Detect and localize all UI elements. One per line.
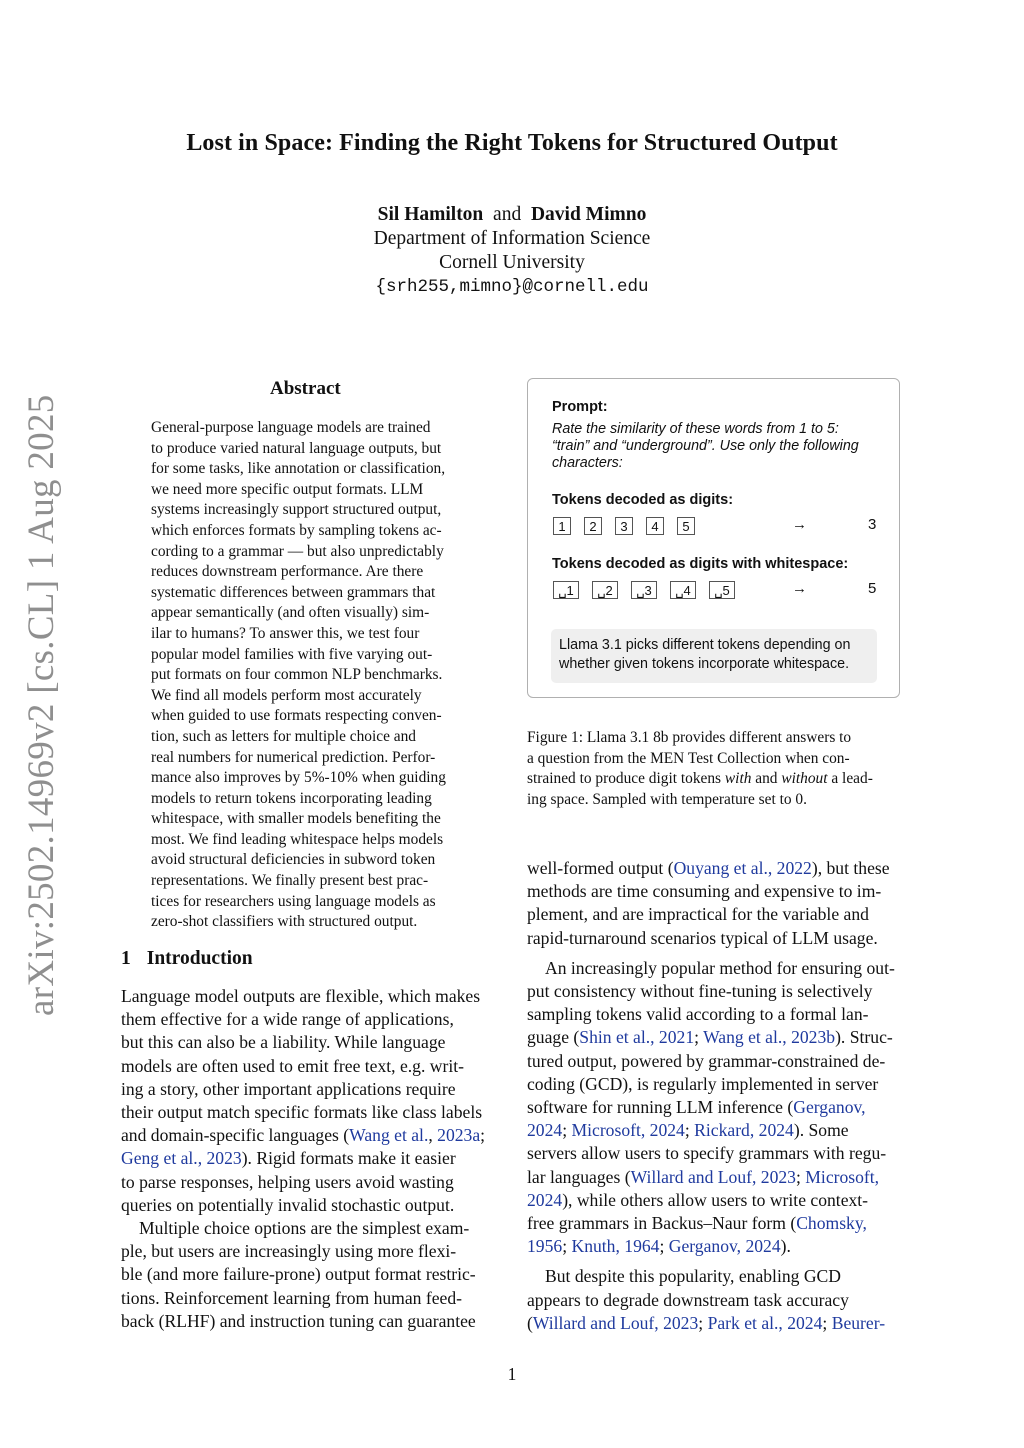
text-line [527, 1312, 907, 1335]
citation-link[interactable]: Knuth, 1964 [571, 1236, 660, 1257]
department: Department of Information Science [373, 228, 651, 249]
abstract-line: zero-shot classifiers with structured output. [151, 913, 418, 931]
abstract-line: tion, such as letters for multiple choice and [151, 727, 416, 745]
citation-link[interactable]: Willard and Louf, 2023 [532, 1312, 699, 1333]
text-span: ). Rigid formats make it easier [241, 1148, 456, 1169]
abstract-line: appear semantically (and often visually) sim- [151, 604, 430, 622]
text-line: models are often used to emit free text, e.g. writ- [121, 1055, 464, 1076]
paper-title: Lost in Space: Finding the Right Tokens for Structured Output [186, 130, 838, 156]
digit-token: 5 [677, 517, 695, 535]
text-span: , [428, 1125, 438, 1146]
author-block [0, 203, 1024, 299]
digit-token: 3 [615, 517, 633, 535]
abstract-line: whitespace, with smaller models benefiting the [151, 810, 441, 828]
note-line: Llama 3.1 picks different tokens depending on [559, 637, 851, 653]
citation-link[interactable]: Wang et al. [349, 1125, 429, 1146]
text-line: ple, but users are increasingly using more flexi- [121, 1241, 457, 1262]
text-line [121, 1147, 501, 1170]
figure-caption [527, 728, 907, 811]
abstract-line: real numbers for numerical prediction. Perfor- [151, 748, 436, 766]
text-line [527, 1189, 907, 1212]
abstract-line: put formats on four common NLP benchmarks. [151, 666, 443, 684]
abstract-line: General-purpose language models are trained [151, 419, 431, 436]
text-span: and domain-specific languages ( [121, 1125, 350, 1146]
arxiv-identifier[interactable]: arXiv:2502.14969v2 [cs.CL] 1 Aug 2025 [21, 394, 62, 1016]
section-heading [121, 948, 253, 970]
text-line: put consistency without fine-tuning is selectively [527, 981, 873, 1002]
figure-note [551, 629, 877, 683]
text-line [527, 857, 907, 880]
text-span: ; [795, 1166, 806, 1187]
abstract-body [151, 418, 471, 933]
abstract-heading: Abstract [270, 378, 341, 399]
whitespace-digit-token: ␣2 [592, 581, 618, 599]
right-column [527, 857, 907, 1335]
whitespace-answer: 5 [868, 580, 877, 597]
text-line [527, 1096, 907, 1119]
text-span: strained to produce digit tokens [527, 770, 725, 788]
text-span: and [751, 770, 782, 788]
text-span: ; [480, 1125, 486, 1146]
whitespace-digits-label: Tokens decoded as digits with whitespace: [552, 556, 849, 572]
text-line: servers allow users to specify grammars with regu- [527, 1143, 887, 1164]
prompt-line: “train” and “underground”. Use only the following [552, 438, 859, 454]
citation-link[interactable]: Rickard, 2024 [694, 1120, 794, 1141]
abstract-line: tices for researchers using language models as [151, 892, 436, 910]
text-span: ). [780, 1236, 791, 1257]
citation-link[interactable]: Microsoft, [805, 1166, 880, 1187]
text-line: rapid-turnaround scenarios typical of LLM usage. [527, 927, 878, 948]
paragraph-gap [527, 950, 907, 957]
abstract-line: cording to a grammar — but also unpredictably [151, 542, 444, 560]
citation-link[interactable]: Beurer- [831, 1312, 886, 1333]
text-line: sampling tokens valid according to a formal lan- [527, 1004, 869, 1025]
caption-line: Figure 1: Llama 3.1 8b provides different answers to [527, 729, 852, 746]
citation-link[interactable]: Park et al., 2024 [707, 1312, 823, 1333]
text-span: ). Some [793, 1120, 849, 1141]
text-span: a lead- [827, 770, 873, 788]
digit-token: 2 [584, 517, 602, 535]
abstract-line: which enforces formats by sampling tokens ac- [151, 521, 442, 539]
abstract-line: when guided to use formats respecting conven- [151, 707, 442, 725]
text-line [527, 1235, 907, 1258]
text-span: ; [694, 1027, 704, 1048]
note-line: whether given tokens incorporate whitespace. [559, 655, 850, 672]
text-span: software for running LLM inference ( [527, 1097, 794, 1118]
abstract-line: systems increasingly support structured output, [151, 501, 442, 519]
text-line [527, 1166, 907, 1189]
text-span: ), but these [811, 858, 890, 878]
text-line: Language model outputs are flexible, which makes [121, 986, 481, 1006]
text-line: ing a story, other important applications require [121, 1078, 456, 1099]
text-line: tured output, powered by grammar-constrained de- [527, 1050, 886, 1071]
page-number: 1 [507, 1364, 517, 1384]
citation-link[interactable]: Gerganov, 2024 [668, 1236, 781, 1257]
citation-link[interactable]: Shin et al., 2021 [579, 1027, 695, 1048]
prompt-line: characters: [552, 455, 623, 471]
abstract-line: avoid structural deficiencies in subword token [151, 851, 436, 869]
paragraph-gap [527, 1258, 907, 1265]
citation-link[interactable]: 1956 [527, 1236, 563, 1257]
prompt-text [552, 421, 859, 472]
abstract-line: most. We find leading whitespace helps models [151, 830, 444, 848]
text-line [527, 1119, 907, 1142]
text-line: tions. Reinforcement learning from human feed- [121, 1287, 463, 1308]
text-span: without [781, 770, 828, 788]
text-line: But despite this popularity, enabling GCD [545, 1266, 841, 1287]
text-span: free grammars in Backus–Naur form ( [527, 1213, 797, 1234]
author-and: and [493, 204, 522, 225]
whitespace-digit-token: ␣4 [670, 581, 696, 599]
digits-answer: 3 [868, 516, 877, 533]
text-span: with [724, 770, 752, 788]
digits-label: Tokens decoded as digits: [552, 492, 734, 508]
caption-line [527, 769, 907, 790]
text-span: ; [822, 1312, 832, 1333]
arrow-icon: → [792, 580, 807, 597]
whitespace-digit-token: ␣5 [709, 581, 735, 599]
arrow-icon: → [792, 516, 807, 533]
abstract-line: for some tasks, like annotation or classification, [151, 460, 446, 478]
section-title: Introduction [146, 948, 253, 969]
text-span: ; [698, 1312, 708, 1333]
author-name: Sil Hamilton [377, 204, 484, 225]
text-line: plement, and are impractical for the variable and [527, 904, 869, 925]
author-name: David Mimno [530, 204, 647, 225]
text-span: guage ( [527, 1027, 580, 1048]
abstract-line: reduces downstream performance. Are there [151, 563, 424, 581]
text-span: ), while others allow users to write context- [562, 1189, 869, 1210]
citation-link[interactable]: Gerganov, [793, 1097, 866, 1118]
text-span: ( [527, 1312, 533, 1333]
abstract-line: we need more specific output formats. LLM [151, 480, 424, 498]
email: {srh255,mimno}@cornell.edu [375, 277, 649, 297]
text-line: Multiple choice options are the simplest exam- [139, 1218, 470, 1239]
left-column [121, 985, 501, 1333]
text-line: them effective for a wide range of applications, [121, 1009, 454, 1030]
whitespace-digit-token: ␣3 [631, 581, 657, 599]
abstract-line: models to return tokens incorporating leading [151, 789, 432, 807]
text-line [527, 1212, 907, 1235]
text-line [527, 1026, 907, 1049]
caption-line: a question from the MEN Test Collection when con- [527, 749, 850, 767]
text-line: appears to degrade downstream task accuracy [527, 1289, 849, 1310]
citation-link[interactable]: Ouyang et al., 2022 [673, 858, 812, 878]
text-line: coding (GCD), is regularly implemented in server [527, 1073, 879, 1094]
caption-line: ing space. Sampled with temperature set to 0. [527, 791, 807, 809]
text-line: back (RLHF) and instruction tuning can guarantee [121, 1310, 476, 1331]
abstract-line: systematic differences between grammars that [151, 583, 436, 601]
text-line: ble (and more failure-prone) output format restric- [121, 1264, 476, 1285]
abstract-line: to produce varied natural language outputs, but [151, 439, 442, 457]
whitespace-digit-token: ␣1 [553, 581, 579, 599]
citation-link[interactable]: Chomsky, [796, 1213, 867, 1234]
text-span: well-formed output ( [527, 858, 674, 878]
text-span: ; [684, 1120, 695, 1141]
citation-link[interactable]: Willard and Louf, 2023 [630, 1166, 796, 1187]
citation-link[interactable]: Wang et al., 2023b [703, 1027, 836, 1048]
citation-link[interactable]: 2024 [527, 1120, 563, 1141]
text-line: methods are time consuming and expensive to im- [527, 881, 882, 902]
text-line [121, 1124, 501, 1147]
digit-token: 4 [646, 517, 664, 535]
citation-link[interactable]: 2023a [437, 1125, 481, 1146]
citation-link[interactable]: Geng et al., 2023 [121, 1148, 242, 1169]
text-line: but this can also be a liability. While language [121, 1032, 446, 1053]
citation-link[interactable]: 2024 [527, 1189, 563, 1210]
text-line: to parse responses, helping users avoid wasting [121, 1171, 454, 1192]
citation-link[interactable]: Microsoft, 2024 [571, 1120, 685, 1141]
text-span: ; [562, 1120, 572, 1141]
text-span: lar languages ( [527, 1166, 631, 1187]
prompt-label: Prompt: [552, 399, 608, 415]
abstract-line: ilar to humans? To answer this, we test four [151, 624, 420, 642]
prompt-line: Rate the similarity of these words from 1 to 5: [552, 421, 839, 437]
university: Cornell University [439, 252, 585, 273]
abstract-line: representations. We finally present best prac- [151, 872, 429, 890]
text-line: queries on potentially invalid stochastic output. [121, 1194, 455, 1215]
abstract-line: mance also improves by 5%-10% when guiding [151, 769, 446, 787]
text-span: ). Struc- [835, 1027, 893, 1048]
section-number: 1 [121, 948, 131, 969]
text-span: ; [659, 1236, 669, 1257]
text-line: An increasingly popular method for ensuring out- [545, 957, 895, 978]
abstract-line: We find all models perform most accurately [151, 686, 422, 704]
figure-1-box [527, 378, 900, 698]
abstract-line: popular model families with five varying out- [151, 645, 433, 663]
text-line: their output match specific formats like class labels [121, 1102, 483, 1123]
digit-token: 1 [553, 517, 571, 535]
text-span: ; [562, 1236, 572, 1257]
